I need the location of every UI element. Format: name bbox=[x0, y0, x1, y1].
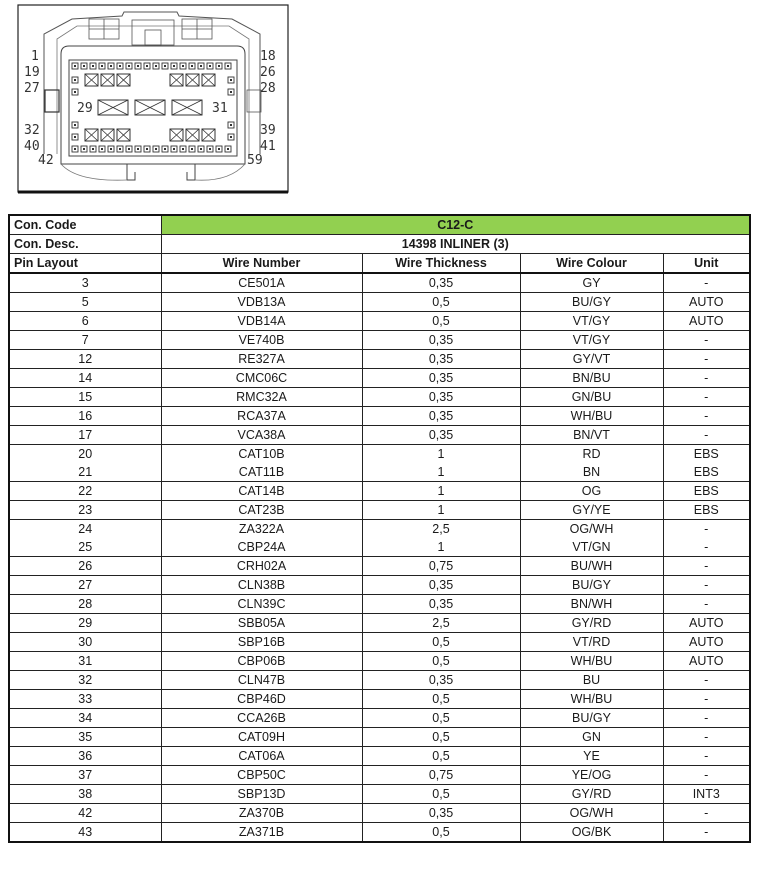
unit-cell: - bbox=[663, 576, 750, 595]
table-row bbox=[9, 690, 750, 709]
pin-label-28: 28 bbox=[260, 81, 276, 96]
wire-colour-cell: WH/BU bbox=[520, 652, 663, 671]
table-row bbox=[9, 445, 750, 464]
table-row bbox=[9, 501, 750, 520]
wire-thickness-cell: 0,5 bbox=[362, 823, 520, 843]
wire-number-cell: CRH02A bbox=[161, 557, 362, 576]
connector-drawing bbox=[17, 4, 289, 194]
wire-thickness-cell: 2,5 bbox=[362, 614, 520, 633]
unit-cell: - bbox=[663, 690, 750, 709]
con-desc-label: Con. Desc. bbox=[9, 235, 161, 254]
pin-top-4-dot bbox=[101, 65, 103, 67]
wire-number-cell: RMC32A bbox=[161, 388, 362, 407]
unit-cell: - bbox=[663, 350, 750, 369]
unit-cell: - bbox=[663, 388, 750, 407]
wire-colour-cell: WH/BU bbox=[520, 690, 663, 709]
wire-thickness-cell: 1 bbox=[362, 463, 520, 482]
wire-thickness-cell: 0,5 bbox=[362, 728, 520, 747]
wire-thickness-cell: 1 bbox=[362, 538, 520, 557]
pin-cell: 43 bbox=[9, 823, 161, 843]
pin-bottom-5-dot bbox=[110, 148, 112, 150]
wire-thickness-cell: 2,5 bbox=[362, 520, 520, 539]
wire-colour-cell: VT/GY bbox=[520, 331, 663, 350]
wire-thickness-cell: 0,35 bbox=[362, 671, 520, 690]
table-row bbox=[9, 538, 750, 557]
wire-colour-cell: BN/WH bbox=[520, 595, 663, 614]
wire-colour-cell: WH/BU bbox=[520, 407, 663, 426]
pin-top-15-dot bbox=[200, 65, 202, 67]
table-row bbox=[9, 652, 750, 671]
unit-cell: - bbox=[663, 595, 750, 614]
pin-bottom-14-dot bbox=[191, 148, 193, 150]
pin-label-59: 59 bbox=[247, 153, 263, 168]
col-header-wire-colour: Wire Colour bbox=[520, 254, 663, 274]
pin-top-2-dot bbox=[83, 65, 85, 67]
unit-cell: - bbox=[663, 747, 750, 766]
wire-number-cell: VCA38A bbox=[161, 426, 362, 445]
pin-label-39: 39 bbox=[260, 123, 276, 138]
table-row bbox=[9, 804, 750, 823]
wire-colour-cell: GY/VT bbox=[520, 350, 663, 369]
wire-number-cell: RCA37A bbox=[161, 407, 362, 426]
unit-cell: - bbox=[663, 426, 750, 445]
table-row bbox=[9, 747, 750, 766]
table-row bbox=[9, 785, 750, 804]
wire-thickness-cell: 0,5 bbox=[362, 312, 520, 331]
unit-cell: AUTO bbox=[663, 633, 750, 652]
wire-number-cell: CAT10B bbox=[161, 445, 362, 464]
con-desc-value: 14398 INLINER (3) bbox=[161, 235, 750, 254]
wire-number-cell: CAT09H bbox=[161, 728, 362, 747]
wire-colour-cell: GN/BU bbox=[520, 388, 663, 407]
pin-top-14-dot bbox=[191, 65, 193, 67]
wire-colour-cell: YE bbox=[520, 747, 663, 766]
wire-thickness-cell: 0,35 bbox=[362, 388, 520, 407]
pin-top-17-dot bbox=[218, 65, 220, 67]
wire-number-cell: CAT23B bbox=[161, 501, 362, 520]
pin-right-d-dot bbox=[230, 136, 232, 138]
pin-bottom-16-dot bbox=[209, 148, 211, 150]
unit-cell: EBS bbox=[663, 445, 750, 464]
unit-cell: - bbox=[663, 804, 750, 823]
pin-right-c-dot bbox=[230, 124, 232, 126]
pin-cell: 24 bbox=[9, 520, 161, 539]
unit-cell: INT3 bbox=[663, 785, 750, 804]
pin-top-6-dot bbox=[119, 65, 121, 67]
con-code-label: Con. Code bbox=[9, 215, 161, 235]
unit-cell: AUTO bbox=[663, 614, 750, 633]
wire-number-cell: SBP13D bbox=[161, 785, 362, 804]
pin-cell: 38 bbox=[9, 785, 161, 804]
pin-cell: 36 bbox=[9, 747, 161, 766]
pin-bottom-7-dot bbox=[128, 148, 130, 150]
table-row bbox=[9, 273, 750, 293]
unit-cell: EBS bbox=[663, 501, 750, 520]
wire-number-cell: RE327A bbox=[161, 350, 362, 369]
pin-label-40: 40 bbox=[24, 139, 40, 154]
wire-thickness-cell: 0,5 bbox=[362, 633, 520, 652]
table-row bbox=[9, 482, 750, 501]
pin-cell: 35 bbox=[9, 728, 161, 747]
wire-colour-cell: OG bbox=[520, 482, 663, 501]
unit-cell: - bbox=[663, 671, 750, 690]
wire-number-cell: VDB13A bbox=[161, 293, 362, 312]
pin-cell: 23 bbox=[9, 501, 161, 520]
wire-thickness-cell: 0,5 bbox=[362, 690, 520, 709]
wire-colour-cell: VT/GY bbox=[520, 312, 663, 331]
wire-colour-cell: VT/GN bbox=[520, 538, 663, 557]
pin-label-29: 29 bbox=[77, 101, 93, 116]
pin-top-11-dot bbox=[164, 65, 166, 67]
pin-label-1: 1 bbox=[31, 49, 39, 64]
table-row bbox=[9, 728, 750, 747]
wire-thickness-cell: 1 bbox=[362, 501, 520, 520]
con-code-value: C12-C bbox=[161, 215, 750, 235]
wire-thickness-cell: 0,5 bbox=[362, 293, 520, 312]
pin-bottom-12-dot bbox=[173, 148, 175, 150]
pin-right-b-dot bbox=[230, 91, 232, 93]
pin-top-7-dot bbox=[128, 65, 130, 67]
unit-cell: EBS bbox=[663, 482, 750, 501]
table-row bbox=[9, 595, 750, 614]
wire-number-cell: VDB14A bbox=[161, 312, 362, 331]
wire-colour-cell: BU/GY bbox=[520, 293, 663, 312]
unit-cell: - bbox=[663, 823, 750, 843]
pin-label-26: 26 bbox=[260, 65, 276, 80]
pin-cell: 12 bbox=[9, 350, 161, 369]
wire-number-cell: VE740B bbox=[161, 331, 362, 350]
pin-top-5-dot bbox=[110, 65, 112, 67]
unit-cell: AUTO bbox=[663, 312, 750, 331]
con-code-row bbox=[9, 215, 750, 235]
table-row bbox=[9, 766, 750, 785]
wire-colour-cell: GY/RD bbox=[520, 785, 663, 804]
wire-number-cell: CMC06C bbox=[161, 369, 362, 388]
pin-cell: 17 bbox=[9, 426, 161, 445]
table-row bbox=[9, 671, 750, 690]
pin-bottom-17-dot bbox=[218, 148, 220, 150]
pin-cell: 31 bbox=[9, 652, 161, 671]
pin-right-a-dot bbox=[230, 79, 232, 81]
pin-top-12-dot bbox=[173, 65, 175, 67]
pin-bottom-3-dot bbox=[92, 148, 94, 150]
wire-number-cell: CBP46D bbox=[161, 690, 362, 709]
col-header-wire-number: Wire Number bbox=[161, 254, 362, 274]
pin-label-31: 31 bbox=[212, 101, 228, 116]
wire-thickness-cell: 0,5 bbox=[362, 652, 520, 671]
table-row bbox=[9, 407, 750, 426]
wire-thickness-cell: 0,5 bbox=[362, 785, 520, 804]
pin-cell: 25 bbox=[9, 538, 161, 557]
wire-thickness-cell: 0,35 bbox=[362, 804, 520, 823]
pin-cell: 37 bbox=[9, 766, 161, 785]
wire-number-cell: ZA371B bbox=[161, 823, 362, 843]
unit-cell: - bbox=[663, 273, 750, 293]
col-header-pin-layout: Pin Layout bbox=[9, 254, 161, 274]
table-row bbox=[9, 520, 750, 539]
table-row bbox=[9, 557, 750, 576]
pin-bottom-15-dot bbox=[200, 148, 202, 150]
pin-bottom-2-dot bbox=[83, 148, 85, 150]
pin-cell: 15 bbox=[9, 388, 161, 407]
wire-thickness-cell: 0,35 bbox=[362, 426, 520, 445]
pin-bottom-4-dot bbox=[101, 148, 103, 150]
pin-label-19: 19 bbox=[24, 65, 40, 80]
table-row bbox=[9, 388, 750, 407]
wire-thickness-cell: 0,35 bbox=[362, 407, 520, 426]
pin-cell: 3 bbox=[9, 273, 161, 293]
pin-top-9-dot bbox=[146, 65, 148, 67]
wire-number-cell: SBP16B bbox=[161, 633, 362, 652]
pin-cell: 30 bbox=[9, 633, 161, 652]
pin-label-42: 42 bbox=[38, 153, 54, 168]
wire-thickness-cell: 1 bbox=[362, 482, 520, 501]
unit-cell: - bbox=[663, 557, 750, 576]
wire-number-cell: CAT14B bbox=[161, 482, 362, 501]
table-row bbox=[9, 369, 750, 388]
wire-number-cell: CBP24A bbox=[161, 538, 362, 557]
table-row bbox=[9, 312, 750, 331]
wire-colour-cell: GY bbox=[520, 273, 663, 293]
pin-bottom-10-dot bbox=[155, 148, 157, 150]
table-row bbox=[9, 709, 750, 728]
wire-number-cell: CLN39C bbox=[161, 595, 362, 614]
wire-number-cell: CBP50C bbox=[161, 766, 362, 785]
unit-cell: - bbox=[663, 331, 750, 350]
pin-bottom-6-dot bbox=[119, 148, 121, 150]
pin-cell: 5 bbox=[9, 293, 161, 312]
pin-cell: 22 bbox=[9, 482, 161, 501]
wire-thickness-cell: 0,5 bbox=[362, 709, 520, 728]
pin-cell: 7 bbox=[9, 331, 161, 350]
pin-cell: 28 bbox=[9, 595, 161, 614]
pin-cell: 29 bbox=[9, 614, 161, 633]
pin-left-c-dot bbox=[74, 124, 76, 126]
unit-cell: - bbox=[663, 709, 750, 728]
wire-colour-cell: VT/RD bbox=[520, 633, 663, 652]
wire-number-cell: ZA370B bbox=[161, 804, 362, 823]
pin-top-10-dot bbox=[155, 65, 157, 67]
pin-bottom-18-dot bbox=[227, 148, 229, 150]
pin-label-41: 41 bbox=[260, 139, 276, 154]
table-row bbox=[9, 350, 750, 369]
wire-colour-cell: BU/GY bbox=[520, 709, 663, 728]
wire-colour-cell: YE/OG bbox=[520, 766, 663, 785]
pin-cell: 21 bbox=[9, 463, 161, 482]
wire-number-cell: CCA26B bbox=[161, 709, 362, 728]
wire-thickness-cell: 0,75 bbox=[362, 557, 520, 576]
pin-top-16-dot bbox=[209, 65, 211, 67]
connector-pinout-diagram bbox=[17, 4, 289, 194]
wire-colour-cell: GY/YE bbox=[520, 501, 663, 520]
wire-number-cell: SBB05A bbox=[161, 614, 362, 633]
pin-bottom-9-dot bbox=[146, 148, 148, 150]
wire-number-cell: CAT11B bbox=[161, 463, 362, 482]
unit-cell: - bbox=[663, 728, 750, 747]
pin-top-3-dot bbox=[92, 65, 94, 67]
table-row bbox=[9, 426, 750, 445]
unit-cell: AUTO bbox=[663, 293, 750, 312]
table-row bbox=[9, 633, 750, 652]
wire-colour-cell: BN/VT bbox=[520, 426, 663, 445]
pin-cell: 16 bbox=[9, 407, 161, 426]
unit-cell: - bbox=[663, 538, 750, 557]
pin-cell: 42 bbox=[9, 804, 161, 823]
pin-label-32: 32 bbox=[24, 123, 40, 138]
wire-thickness-cell: 0,35 bbox=[362, 595, 520, 614]
wire-colour-cell: OG/WH bbox=[520, 520, 663, 539]
wire-colour-cell: BN bbox=[520, 463, 663, 482]
wire-thickness-cell: 0,5 bbox=[362, 747, 520, 766]
wire-colour-cell: BU bbox=[520, 671, 663, 690]
pin-bottom-13-dot bbox=[182, 148, 184, 150]
wire-thickness-cell: 0,35 bbox=[362, 369, 520, 388]
pin-cell: 26 bbox=[9, 557, 161, 576]
pin-bottom-1-dot bbox=[74, 148, 76, 150]
wire-colour-cell: BU/GY bbox=[520, 576, 663, 595]
wire-thickness-cell: 0,75 bbox=[362, 766, 520, 785]
wire-number-cell: ZA322A bbox=[161, 520, 362, 539]
pin-cell: 14 bbox=[9, 369, 161, 388]
pin-cell: 33 bbox=[9, 690, 161, 709]
table-row bbox=[9, 614, 750, 633]
wire-thickness-cell: 0,35 bbox=[362, 576, 520, 595]
pin-bottom-11-dot bbox=[164, 148, 166, 150]
pin-cell: 32 bbox=[9, 671, 161, 690]
unit-cell: EBS bbox=[663, 463, 750, 482]
wire-thickness-cell: 0,35 bbox=[362, 331, 520, 350]
table-row bbox=[9, 823, 750, 843]
pin-cell: 34 bbox=[9, 709, 161, 728]
pin-label-18: 18 bbox=[260, 49, 276, 64]
wire-thickness-cell: 1 bbox=[362, 445, 520, 464]
wire-number-cell: CE501A bbox=[161, 273, 362, 293]
pin-top-13-dot bbox=[182, 65, 184, 67]
unit-cell: - bbox=[663, 407, 750, 426]
wire-colour-cell: OG/WH bbox=[520, 804, 663, 823]
pin-top-18-dot bbox=[227, 65, 229, 67]
wire-thickness-cell: 0,35 bbox=[362, 273, 520, 293]
unit-cell: - bbox=[663, 766, 750, 785]
unit-cell: - bbox=[663, 369, 750, 388]
pin-cell: 6 bbox=[9, 312, 161, 331]
wire-colour-cell: OG/BK bbox=[520, 823, 663, 843]
pin-label-27: 27 bbox=[24, 81, 40, 96]
con-desc-row bbox=[9, 235, 750, 254]
wire-colour-cell: GN bbox=[520, 728, 663, 747]
pin-bottom-8-dot bbox=[137, 148, 139, 150]
wire-colour-cell: BN/BU bbox=[520, 369, 663, 388]
wire-number-cell: CLN38B bbox=[161, 576, 362, 595]
pin-left-b-dot bbox=[74, 91, 76, 93]
pin-top-8-dot bbox=[137, 65, 139, 67]
wire-number-cell: CLN47B bbox=[161, 671, 362, 690]
wire-number-cell: CBP06B bbox=[161, 652, 362, 671]
wire-colour-cell: GY/RD bbox=[520, 614, 663, 633]
wire-number-cell: CAT06A bbox=[161, 747, 362, 766]
unit-cell: - bbox=[663, 520, 750, 539]
pin-left-a-dot bbox=[74, 79, 76, 81]
pin-top-1-dot bbox=[74, 65, 76, 67]
column-header-row bbox=[9, 254, 750, 274]
table-row bbox=[9, 463, 750, 482]
unit-cell: AUTO bbox=[663, 652, 750, 671]
wire-colour-cell: RD bbox=[520, 445, 663, 464]
col-header-unit: Unit bbox=[663, 254, 750, 274]
pin-left-d-dot bbox=[74, 136, 76, 138]
pin-cell: 20 bbox=[9, 445, 161, 464]
table-row bbox=[9, 331, 750, 350]
wiring-table bbox=[8, 214, 751, 843]
wire-thickness-cell: 0,35 bbox=[362, 350, 520, 369]
table-row bbox=[9, 576, 750, 595]
table-row bbox=[9, 293, 750, 312]
wire-colour-cell: BU/WH bbox=[520, 557, 663, 576]
pin-cell: 27 bbox=[9, 576, 161, 595]
col-header-wire-thickness: Wire Thickness bbox=[362, 254, 520, 274]
